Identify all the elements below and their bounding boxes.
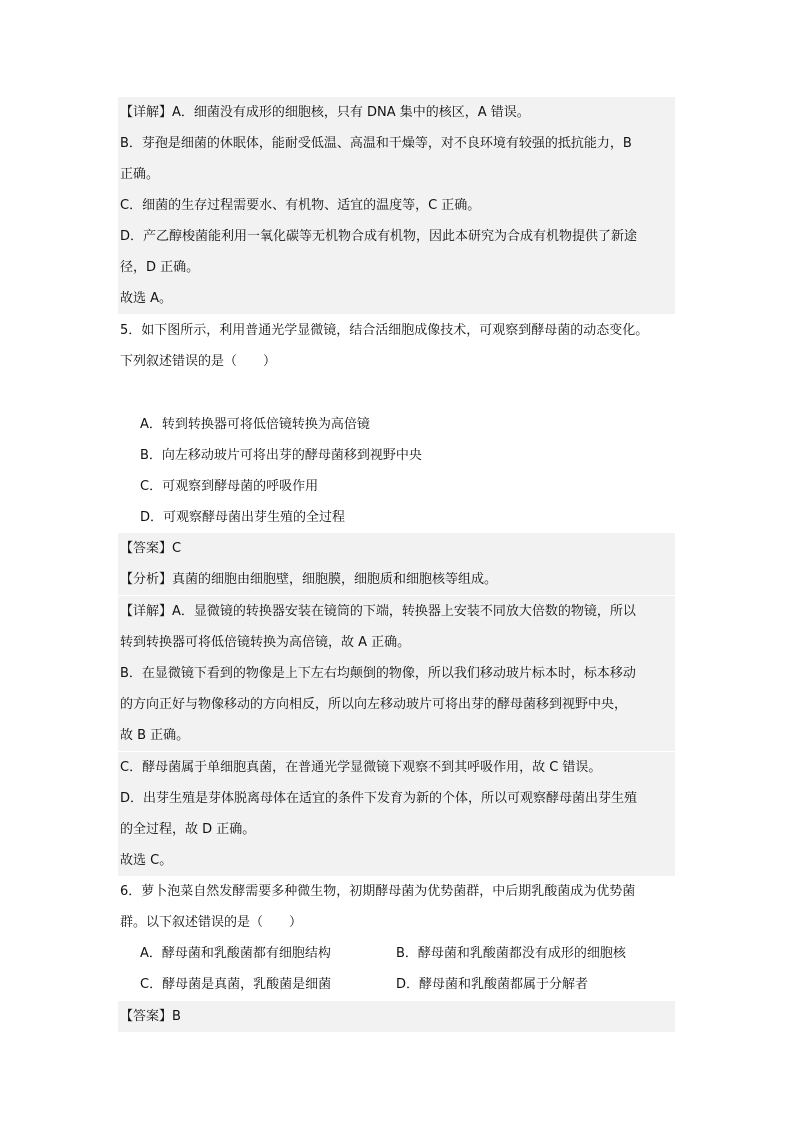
q4-detail-line-3: 正确。 xyxy=(118,159,675,190)
q4-detail-line-4: C．细菌的生存过程需要水、有机物、适宜的温度等，C 正确。 xyxy=(118,190,675,221)
q5-option-a: A．转到转换器可将低倍镜转换为高倍镜 xyxy=(140,417,370,432)
q5-option-c: C．可观察到酵母菌的呼吸作用 xyxy=(140,479,319,494)
q5-detail-line-9: 故选 C。 xyxy=(118,845,675,876)
q4-detail-line-1: 【详解】A．细菌没有成形的细胞核，只有 DNA 集中的核区，A 错误。 xyxy=(118,97,675,128)
q5-option-b: B．向左移动玻片可将出芽的酵母菌移到视野中央 xyxy=(140,448,422,463)
q5-detail-line-6: C．酵母菌属于单细胞真菌，在普通光学显微镜下观察不到其呼吸作用，故 C 错误。 xyxy=(118,752,675,783)
q6-option-a: A．酵母菌和乳酸菌都有细胞结构 xyxy=(140,946,331,961)
q4-detail-line-6: 径，D 正确。 xyxy=(118,252,675,283)
q5-option-d: D．可观察酵母菌出芽生殖的全过程 xyxy=(140,510,346,525)
q4-detail-line-2: B．芽孢是细菌的休眠体，能耐受低温、高温和干燥等，对不良环境有较强的抵抗能力，B xyxy=(118,128,675,159)
q6-stem-line-1: 6．萝卜泡菜自然发酵需要多种微生物，初期酵母菌为优势菌群，中后期乳酸菌成为优势菌 xyxy=(120,884,636,899)
q5-detail-line-5: 故 B 正确。 xyxy=(118,720,675,751)
q5-detail-line-3: B．在显微镜下看到的物像是上下左右均颠倒的物像，所以我们移动玻片标本时，标本移动 xyxy=(118,658,675,689)
q5-detail-line-1: 【详解】A．显微镜的转换器安装在镜筒的下端，转换器上安装不同放大倍数的物镜，所以 xyxy=(118,596,675,627)
q4-detail-line-5: D．产乙醇梭菌能利用一氧化碳等无机物合成有机物，因此本研究为合成有机物提供了新途 xyxy=(118,221,675,252)
q5-answer: 【答案】C xyxy=(118,533,675,564)
q5-detail-line-8: 的全过程，故 D 正确。 xyxy=(118,814,675,845)
q6-options-row-1 xyxy=(118,938,675,969)
q6-option-d: D．酵母菌和乳酸菌都属于分解者 xyxy=(396,977,589,992)
q4-detail-line-7: 故选 A。 xyxy=(118,283,675,314)
q6-option-c: C．酵母菌是真菌，乳酸菌是细菌 xyxy=(140,977,332,992)
q5-detail-line-7: D．出芽生殖是芽体脱离母体在适宜的条件下发育为新的个体，所以可观察酵母菌出芽生殖 xyxy=(118,783,675,814)
q5-analysis: 【分析】真菌的细胞由细胞壁，细胞膜，细胞质和细胞核等组成。 xyxy=(118,564,675,595)
q5-stem-line-1: 5．如下图所示，利用普通光学显微镜，结合活细胞成像技术，可观察到酵母菌的动态变化。 xyxy=(120,323,649,338)
q6-option-b: B．酵母菌和乳酸菌都没有成形的细胞核 xyxy=(396,946,626,961)
q5-detail-line-4: 的方向正好与物像移动的方向相反，所以向左移动玻片可将出芽的酵母菌移到视野中央， xyxy=(118,689,675,720)
q6-options-row-2 xyxy=(118,969,675,1000)
q6-answer: 【答案】B xyxy=(118,1001,675,1032)
q5-detail-line-2: 转到转换器可将低倍镜转换为高倍镜，故 A 正确。 xyxy=(118,627,675,658)
q5-stem-line-2: 下列叙述错误的是（ ） xyxy=(120,354,277,369)
q6-stem-line-2: 群。以下叙述错误的是（ ） xyxy=(120,915,303,930)
